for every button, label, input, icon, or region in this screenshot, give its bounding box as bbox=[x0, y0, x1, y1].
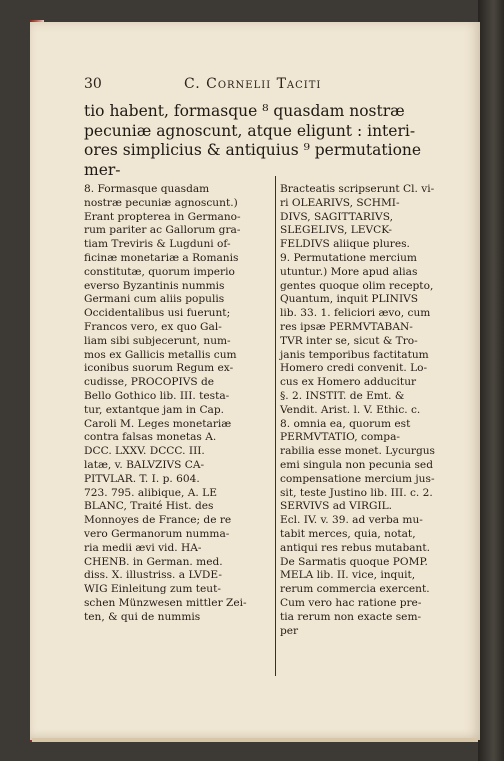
footnote-line: §. 2. INSTIT. de Emt. & bbox=[280, 389, 405, 402]
footnote-line: diss. X. illustriss. a LVDE- bbox=[84, 569, 222, 582]
footnote-line: antiqui res rebus mutabant. bbox=[280, 541, 431, 554]
footnote-line: tia rerum non exacte sem- bbox=[280, 610, 422, 623]
footnote-line: DIVS, SAGITTARIVS, bbox=[280, 210, 393, 223]
footnote-line: MELA lib. II. vice, inquit, bbox=[280, 569, 416, 582]
footnote-line: CHENB. in German. med. bbox=[84, 555, 223, 568]
footnote-line: gentes quoque olim recepto, bbox=[280, 279, 434, 292]
footnote-line: Vendit. Arist. l. V. Ethic. c. bbox=[280, 403, 421, 416]
footnote-line: Bracteatis scripserunt Cl. vi- bbox=[280, 183, 435, 195]
main-text bbox=[84, 102, 464, 180]
page-header bbox=[84, 76, 464, 98]
footnote-line: res ipsæ PERMVTABAN- bbox=[280, 320, 413, 333]
footnote-line: nostræ pecuniæ agnoscunt.) bbox=[84, 196, 238, 209]
footnote-line: rum pariter ac Gallorum gra- bbox=[84, 224, 241, 237]
footnote-line: tur, extantque jam in Cap. bbox=[84, 403, 225, 416]
footnote-line: Cum vero hac ratione pre- bbox=[280, 596, 422, 609]
footnote-line: compensatione mercium jus- bbox=[280, 472, 435, 485]
body-text-line: tio habent, formasque ⁸ quasdam nostræ bbox=[84, 102, 405, 120]
footnote-line: BLANC, Traité Hist. des bbox=[84, 500, 214, 513]
footnote-line: mos ex Gallicis metallis cum bbox=[84, 348, 237, 361]
footnote-line: 723. 795. alibique, A. LE bbox=[84, 486, 217, 499]
footnote-line: Ecl. IV. v. 39. ad verba mu- bbox=[280, 514, 423, 527]
footnote-line: tiam Treviris & Lugduni of- bbox=[84, 238, 231, 251]
page-bottom-edge bbox=[32, 738, 478, 742]
footnote-line: schen Münzwesen mittler Zei- bbox=[84, 596, 247, 609]
footnote-line: ficinæ monetariæ a Romanis bbox=[84, 251, 239, 264]
footnote-line: Quantum, inquit PLINIVS bbox=[280, 293, 419, 306]
footnote-line: Germani cum aliis populis bbox=[84, 293, 225, 306]
footnote-line: TVR inter se, sicut & Tro- bbox=[280, 334, 418, 347]
page-number: 30 bbox=[84, 76, 102, 92]
footnote-line: 8. Formasque quasdam bbox=[84, 183, 210, 195]
facing-page-gutter bbox=[478, 0, 504, 761]
footnote-line: lib. 33. 1. feliciori ævo, cum bbox=[280, 307, 431, 320]
footnote-line: emi singula non pecunia sed bbox=[280, 458, 433, 471]
running-head: C. Cornelii Taciti bbox=[184, 76, 322, 92]
footnote-line: 8. omnia ea, quorum est bbox=[280, 417, 411, 430]
footnote-line: Caroli M. Leges monetariæ bbox=[84, 417, 232, 430]
footnote-line: PITVLAR. T. I. p. 604. bbox=[84, 472, 200, 485]
footnote-line: utuntur.) More apud alias bbox=[280, 265, 418, 278]
column-divider bbox=[275, 176, 276, 676]
footnote-line: Occidentalibus usi fuerunt; bbox=[84, 307, 231, 320]
footnote-line: DCC. LXXV. DCCC. III. bbox=[84, 445, 205, 458]
footnote-line: janis temporibus factitatum bbox=[280, 348, 429, 361]
footnote-line: Erant propterea in Germano- bbox=[84, 210, 241, 223]
footnote-line: everso Byzantinis nummis bbox=[84, 279, 225, 292]
footnote-line: WIG Einleitung zum teut- bbox=[84, 583, 221, 596]
footnote-line: latæ, v. BALVZIVS CA- bbox=[84, 458, 205, 471]
footnotes-left-column bbox=[84, 183, 272, 625]
footnote-line: constitutæ, quorum imperio bbox=[84, 265, 235, 278]
body-text-line: mer- bbox=[84, 160, 121, 179]
footnote-line: ten, & qui de nummis bbox=[84, 610, 201, 623]
footnote-line: cus ex Homero adducitur bbox=[280, 376, 417, 389]
footnote-line: SLEGELIVS, LEVCK- bbox=[280, 224, 392, 237]
footnote-line: cudisse, PROCOPIVS de bbox=[84, 376, 215, 389]
footnote-line: vero Germanorum numma- bbox=[84, 527, 230, 540]
footnote-line: rerum commercia exercent. bbox=[280, 583, 430, 596]
footnote-line: sit, teste Justino lib. III. c. 2. bbox=[280, 486, 433, 499]
footnote-line: contra falsas monetas A. bbox=[84, 431, 217, 444]
footnote-line: tabit merces, quia, notat, bbox=[280, 527, 416, 540]
footnote-line: rabilia esse monet. Lycurgus bbox=[280, 445, 435, 458]
body-text-line: pecuniæ agnoscunt, atque eligunt : interi- bbox=[84, 121, 416, 140]
body-text-line: ores simplicius & antiquius ⁹ permutatione bbox=[84, 141, 422, 159]
footnote-line: SERVIVS ad VIRGIL. bbox=[280, 500, 393, 513]
footnote-line: ri OLEARIVS, SCHMI- bbox=[280, 196, 400, 209]
footnote-line: liam sibi subjecerunt, num- bbox=[84, 334, 231, 347]
footnote-line: Francos vero, ex quo Gal- bbox=[84, 320, 222, 333]
footnote-line: iconibus suorum Regum ex- bbox=[84, 362, 234, 375]
footnote-line: Homero credi convenit. Lo- bbox=[280, 362, 428, 375]
footnote-line: Monnoyes de France; de re bbox=[84, 514, 232, 527]
footnote-line: Bello Gothico lib. III. testa- bbox=[84, 389, 230, 402]
footnote-line: PERMVTATIO, compa- bbox=[280, 431, 400, 444]
footnote-line: 9. Permutatione mercium bbox=[280, 251, 417, 264]
footnote-line: ria medii ævi vid. HA- bbox=[84, 541, 202, 554]
footnote-line: De Sarmatis quoque POMP. bbox=[280, 555, 428, 568]
footnote-line: FELDIVS aliique plures. bbox=[280, 238, 410, 251]
footnote-line: per bbox=[280, 624, 299, 637]
footnotes-right-column bbox=[280, 183, 464, 638]
